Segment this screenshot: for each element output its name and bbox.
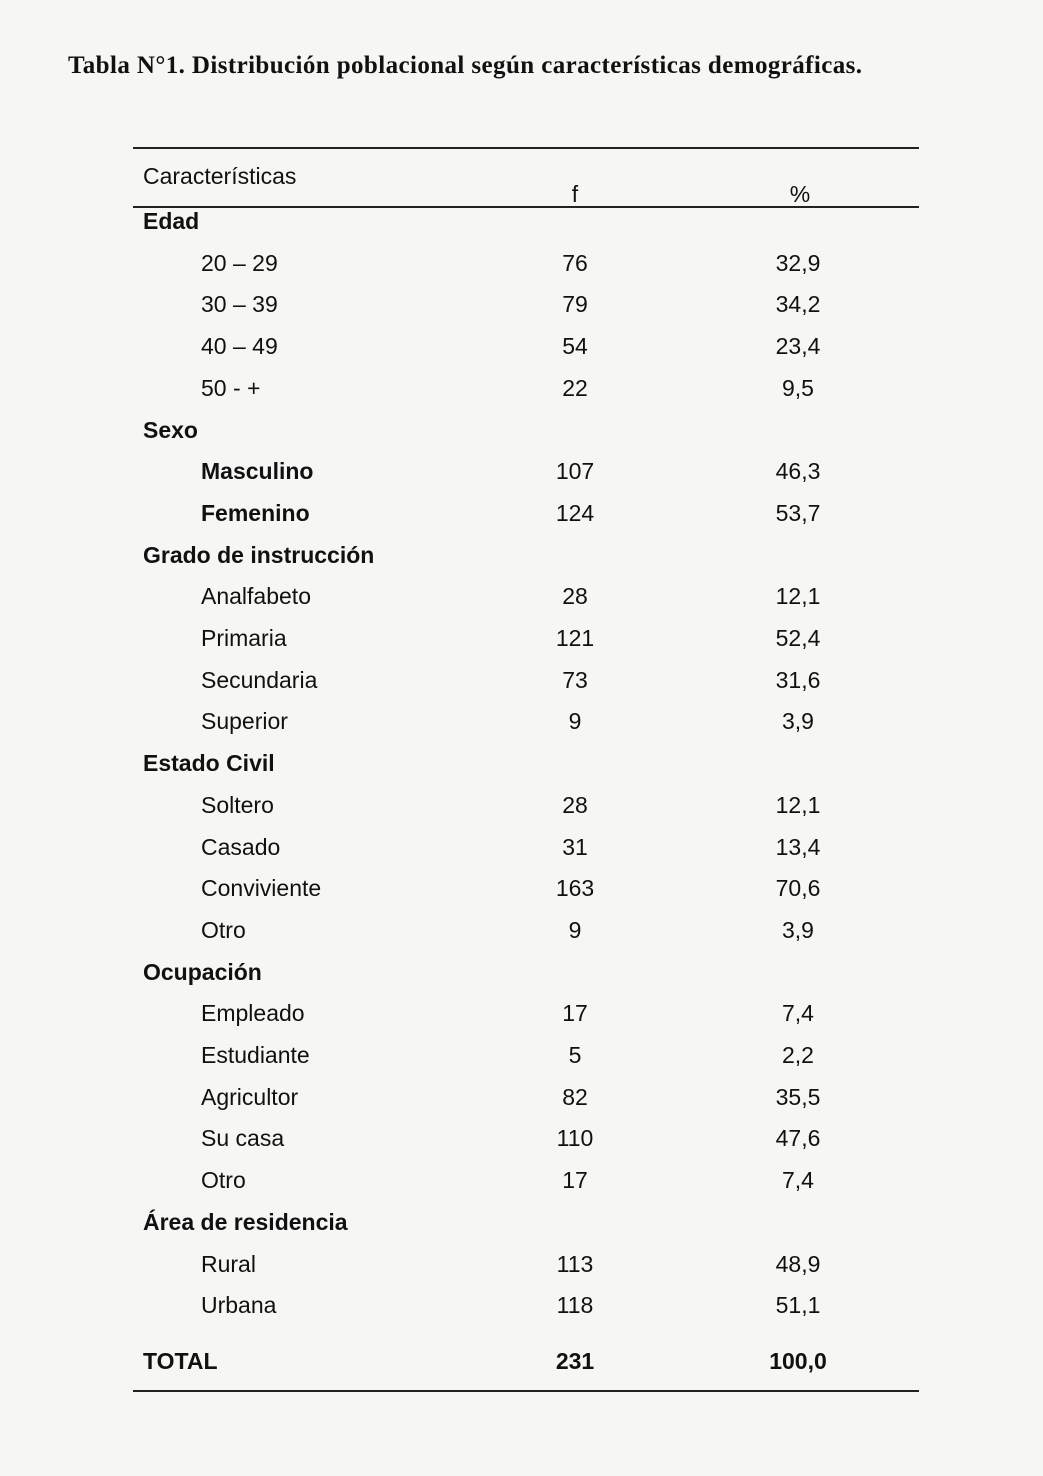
- table-row: [0, 792, 1043, 828]
- table-row: [0, 1292, 1043, 1328]
- row-percent: 7,4: [782, 1167, 814, 1194]
- row-frequency: 9: [568, 916, 582, 943]
- row-frequency: 22: [562, 374, 588, 401]
- row-label: Rural: [201, 1250, 256, 1277]
- row-percent: 48,9: [775, 1250, 821, 1277]
- row-label: Conviviente: [201, 875, 322, 902]
- row-label: Urbana: [201, 1292, 277, 1319]
- row-label: 20 – 29: [201, 249, 278, 276]
- row-label: Femenino: [201, 499, 310, 526]
- total-frequency: 231: [555, 1348, 595, 1374]
- row-percent: 70,6: [775, 875, 821, 902]
- row-percent: 13,4: [775, 833, 821, 860]
- category-row: [0, 208, 1043, 244]
- row-percent: 52,4: [775, 625, 821, 651]
- row-frequency: 17: [562, 1167, 588, 1194]
- row-label: 30 – 39: [201, 291, 278, 318]
- category-label: Grado de instrucción: [143, 541, 375, 568]
- row-label: Su casa: [201, 1125, 285, 1152]
- row-frequency: 54: [562, 333, 588, 360]
- row-frequency: 73: [562, 666, 588, 693]
- table-row: [0, 250, 1043, 286]
- row-percent: 51,1: [775, 1292, 821, 1319]
- category-row: [0, 417, 1043, 453]
- category-row: [0, 750, 1043, 786]
- table-row: [0, 333, 1043, 369]
- table-row: [0, 375, 1043, 411]
- row-percent: 47,6: [775, 1125, 821, 1152]
- row-percent: 23,4: [775, 333, 821, 360]
- table-row: [0, 667, 1043, 703]
- row-frequency: 79: [562, 291, 588, 318]
- row-percent: 31,6: [775, 666, 821, 693]
- row-percent: 46,3: [775, 458, 821, 485]
- table-total-row: [0, 1348, 1043, 1384]
- table-row: [0, 917, 1043, 953]
- row-frequency: 121: [555, 625, 595, 651]
- row-percent: 34,2: [775, 291, 821, 318]
- row-frequency: 118: [556, 1292, 594, 1319]
- table-row: [0, 1125, 1043, 1161]
- row-percent: 7,4: [782, 1000, 814, 1027]
- row-frequency: 17: [562, 1000, 588, 1027]
- category-label: Ocupación: [143, 958, 262, 985]
- table-row: [0, 834, 1043, 870]
- row-percent: 32,9: [775, 249, 821, 276]
- row-frequency: 9: [568, 708, 582, 735]
- table-row: [0, 1251, 1043, 1287]
- row-label: Empleado: [201, 1000, 305, 1027]
- table-row: [0, 1042, 1043, 1078]
- category-row: [0, 959, 1043, 995]
- row-frequency: 163: [555, 875, 595, 902]
- table-row: [0, 1084, 1043, 1120]
- row-label: 50 - +: [201, 374, 261, 401]
- row-percent: 53,7: [775, 499, 821, 526]
- table-row: [0, 875, 1043, 911]
- row-frequency: 76: [562, 249, 588, 276]
- row-label: Superior: [201, 708, 288, 735]
- row-label: Casado: [201, 833, 281, 860]
- row-frequency: 107: [555, 458, 595, 485]
- header-frequency: f: [571, 181, 579, 207]
- row-label: Primaria: [201, 625, 287, 651]
- row-label: 40 – 49: [201, 333, 278, 360]
- header-characteristics: Características: [143, 163, 297, 189]
- table-row: [0, 500, 1043, 536]
- table-row: [0, 458, 1043, 494]
- row-label: Soltero: [201, 791, 274, 818]
- page-title: Tabla N°1. Distribución poblacional según características demográficas.: [68, 52, 863, 79]
- row-frequency: 124: [555, 499, 595, 526]
- row-frequency: 82: [562, 1083, 588, 1110]
- row-frequency: 28: [562, 791, 588, 818]
- row-label: Estudiante: [201, 1042, 310, 1068]
- table-row: [0, 583, 1043, 619]
- row-label: Secundaria: [201, 666, 318, 693]
- row-label: Otro: [201, 916, 246, 943]
- row-frequency: 31: [562, 833, 588, 860]
- table-top-rule: [133, 147, 919, 149]
- row-frequency: 110: [556, 1125, 594, 1152]
- row-percent: 2,2: [782, 1042, 814, 1068]
- category-label: Sexo: [143, 416, 198, 443]
- row-percent: 12,1: [775, 791, 821, 818]
- table-bottom-rule: [133, 1390, 919, 1392]
- total-percent: 100,0: [769, 1348, 827, 1374]
- table-row: [0, 1000, 1043, 1036]
- row-percent: 3,9: [782, 708, 814, 735]
- row-label: Otro: [201, 1167, 246, 1194]
- category-label: Edad: [143, 208, 200, 234]
- row-frequency: 5: [568, 1042, 582, 1068]
- category-label: Área de residencia: [143, 1208, 348, 1235]
- table-row: [0, 1167, 1043, 1203]
- row-label: Analfabeto: [201, 583, 311, 610]
- header-percent: %: [789, 181, 811, 207]
- row-percent: 3,9: [782, 916, 814, 943]
- row-percent: 12,1: [775, 583, 821, 610]
- table-row: [0, 291, 1043, 327]
- category-row: [0, 542, 1043, 578]
- table-row: [0, 625, 1043, 661]
- category-label: Estado Civil: [143, 750, 275, 777]
- total-label: TOTAL: [143, 1348, 218, 1374]
- row-frequency: 113: [556, 1250, 594, 1277]
- row-frequency: 28: [562, 583, 588, 610]
- row-label: Masculino: [201, 458, 314, 485]
- category-row: [0, 1209, 1043, 1245]
- table-row: [0, 708, 1043, 744]
- row-percent: 35,5: [775, 1083, 821, 1110]
- row-label: Agricultor: [201, 1083, 299, 1110]
- row-percent: 9,5: [782, 374, 814, 401]
